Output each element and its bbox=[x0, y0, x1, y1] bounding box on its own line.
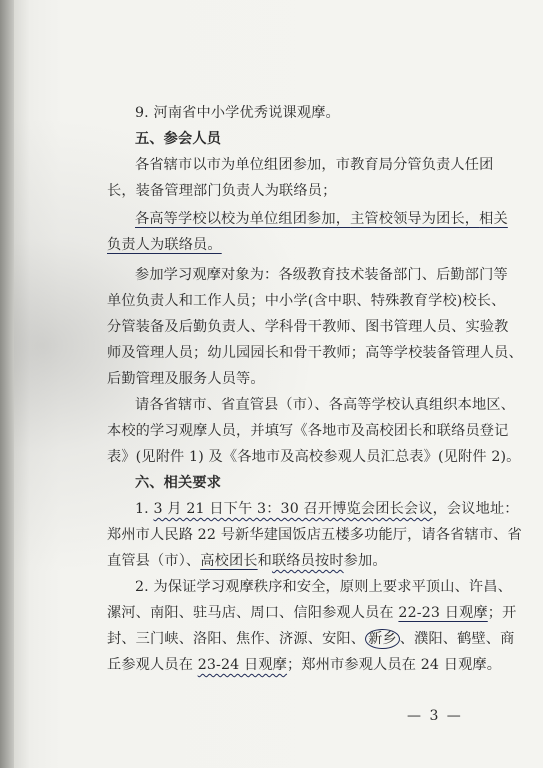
circled-text: 新乡 bbox=[365, 629, 400, 649]
underlined-text: 联络员按时 bbox=[271, 553, 344, 569]
section-5-paragraph-2 bbox=[107, 206, 508, 258]
underlined-text: 22-23 日观摩 bbox=[398, 605, 488, 621]
section-6-heading: 六、相关要求 bbox=[135, 475, 222, 491]
underlined-text: 23-24 日观摩 bbox=[197, 657, 288, 673]
underlined-text: 各高等学校以校为单位组团参加， bbox=[135, 211, 351, 227]
requirement-1: 1. 3 月 21 日下午 3：30 召开博览会团长会议，会议地址： 郑州市人民路 22 号新华建国饭店五楼多功能厅，请各省辖市、省 直管县（市）、高校团长和联络员按时参加。 bbox=[107, 501, 522, 569]
underlined-text: 负责人为联络员。 bbox=[107, 237, 222, 253]
section-5-paragraph-1: 各省辖市以市为单位组团参加，市教育局分管负责人任团 长，装备管理部门负责人为联络员； bbox=[107, 157, 494, 199]
requirement-2: 2. 为保证学习观摩秩序和安全，原则上要求平顶山、许昌、 漯河、南阳、驻马店、周口、信阳参观人员在 22-23 日观摩；开 封、三门峡、洛阳、焦作、济源、安阳、 新乡 、濮阳、鹤壁、商 丘参观人员在 23-24 日观摩；郑州市参观人员在 24 日观摩。 bbox=[107, 579, 517, 673]
page-number: — 3 — bbox=[407, 708, 463, 724]
section-5-paragraph-3: 参加学习观摩对象为：各级教育技术装备部门、后勤部门等 单位负责人和工作人员；中小学(含中职、特殊教育学校)校长、 分管装备及后勤负责人、学科骨干教师、图书管理人员、实验教 师及管理人员；幼儿园园长和骨干教师；高等学校装备管理人员、 后勤管理及服务人员等。 bbox=[107, 267, 523, 387]
section-5-heading: 五、参会人员 bbox=[135, 131, 222, 147]
underlined-text: 高校团长 bbox=[200, 553, 258, 569]
underlined-text: 相关 bbox=[479, 211, 508, 227]
section-5-paragraph-4: 请各省辖市、省直管县（市）、各高等学校认真组织本地区、 本校的学习观摩人员，并填写《各地市及高校团长和联络员登记 表》(见附件 1) 及《各地市及高校参观人员汇总表》(见附件 2)。 bbox=[107, 397, 521, 465]
item-9: 9. 河南省中小学优秀说课观摩。 bbox=[135, 105, 340, 121]
binding-edge bbox=[0, 0, 14, 768]
underlined-text: 3 月 21 日下午 3：30 召开博览会团长会议 bbox=[153, 501, 433, 517]
underlined-text: 主管校领导为团长， bbox=[350, 211, 480, 227]
